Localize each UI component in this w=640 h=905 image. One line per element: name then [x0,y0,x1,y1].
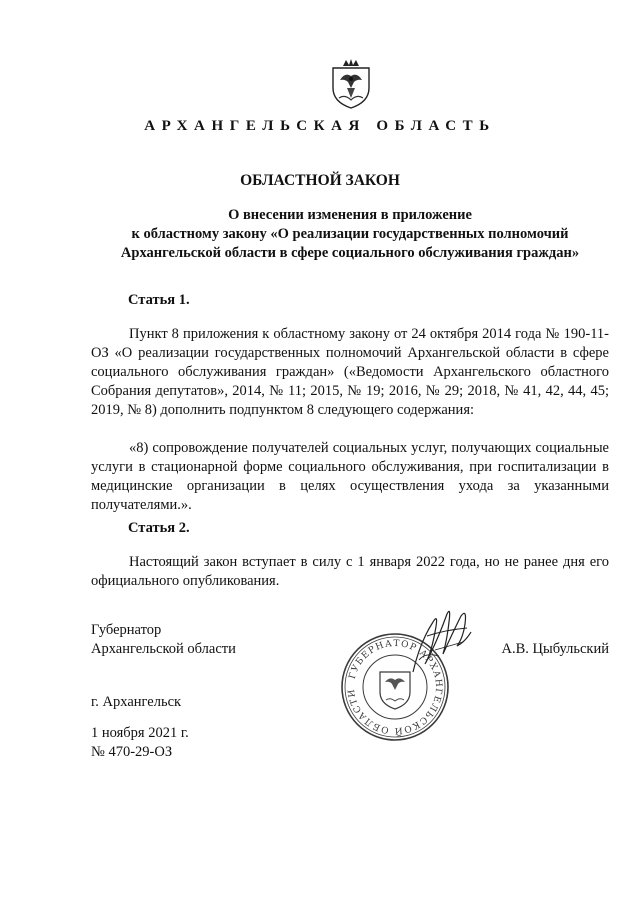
article-2-heading: Статья 2. [128,520,190,536]
date-number-block [91,724,189,762]
law-title-line: Архангельской области в сфере социального обслуживания граждан» [120,245,580,261]
handwritten-signature-icon [405,602,475,677]
law-title [60,206,640,263]
signing-date: 1 ноября 2021 г. [91,725,189,741]
article-1-heading: Статья 1. [128,292,190,308]
article-2-paragraph-1: Настоящий закон вступает в силу с 1 января 2022 года, но не ранее дня его официального опубликования. [91,554,609,589]
law-number: № 470-29-ОЗ [91,744,173,760]
coat-of-arms-icon [329,58,373,110]
region-name: АРХАНГЕЛЬСКАЯ ОБЛАСТЬ [144,118,496,134]
signatory-name: А.В. Цыбульский [501,641,609,657]
signatory-position [91,621,236,659]
signatory-region: Архангельской области [91,641,236,657]
seal-text: ГУБЕРНАТОР АРХАНГЕЛЬСКОЙ ОБЛАСТИ [346,638,444,736]
law-title-line: О внесении изменения в приложение [228,207,472,223]
law-type: ОБЛАСТНОЙ ЗАКОН [240,172,400,189]
place-of-signing: г. Архангельск [91,694,182,710]
article-1-paragraph-1: Пункт 8 приложения к областному закону от 24 октября 2014 года № 190-11-ОЗ «О реализации государственных полномочий Архангельской области в сфере социального обслуживания граждан» («Ведомости Архангельского областного Собрания депутатов», 2014, № 11; 2015, № 19; 2016, № 29; 2018, № 41, 42, 44, 45; 2019, № 8) дополнить подпунктом 8 следующего содержания: [91,326,609,418]
article-1-paragraph-2: «8) сопровождение получателей социальных услуг, получающих социальные услуги в стационарной форме социального обслуживания, при госпитализации в медицинские организации в целях осуществления ухода за указанными получателями.». [91,440,609,513]
law-title-line: к областному закону «О реализации государственных полномочий [131,226,569,242]
signatory-title: Губернатор [91,622,162,638]
